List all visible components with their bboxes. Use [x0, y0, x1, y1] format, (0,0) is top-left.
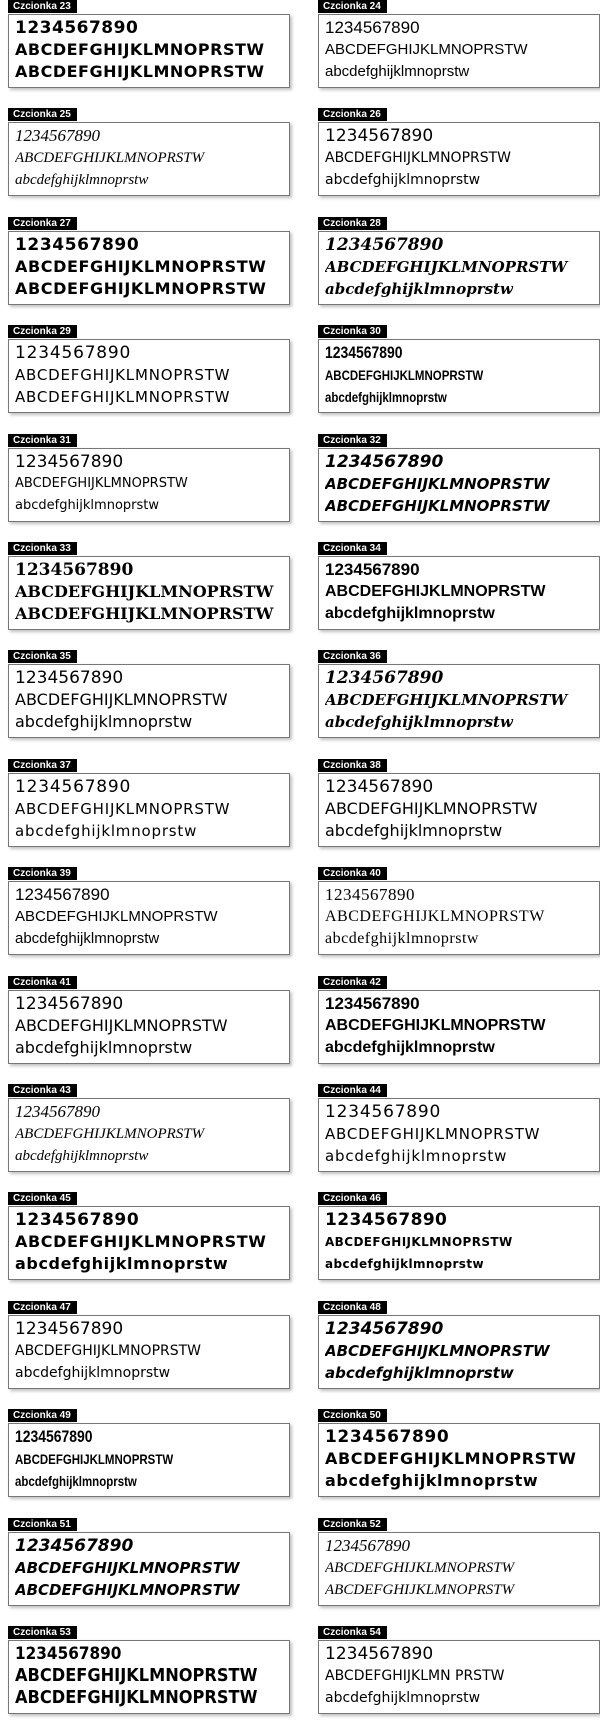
- sample-digits: 1234567890: [325, 1644, 434, 1664]
- font-sample-box: [8, 14, 290, 88]
- sample-digits: 1234567890: [325, 1210, 448, 1230]
- font-label-tag: Czcionka 45: [8, 1192, 77, 1205]
- font-label-tag: Czcionka 27: [8, 217, 77, 230]
- font-sample-card: [8, 325, 290, 421]
- font-sample-box: [8, 231, 290, 305]
- sample-digits: 1234567890: [325, 560, 420, 579]
- sample-digits: 1234567890: [15, 18, 139, 38]
- font-sample-box: [318, 1206, 600, 1280]
- font-label-tag: Czcionka 35: [8, 650, 77, 663]
- sample-line-3: abcdefghijklmnoprstw: [15, 1254, 229, 1273]
- sample-uppercase: ABCDEFGHIJKLMNOPRSTW: [15, 582, 274, 601]
- sample-uppercase: ABCDEFGHIJKLMNOPRSTW: [325, 1235, 513, 1249]
- sample-digits: 1234567890: [15, 668, 124, 688]
- sample-line-3: ABCDEFGHIJKLMNOPRSTW: [325, 497, 550, 515]
- sample-line-3: abcdefghijklmnoprstw: [325, 1257, 484, 1271]
- font-label-tag: Czcionka 52: [318, 1518, 387, 1531]
- font-sample-text: [325, 342, 595, 408]
- sample-line-3: ABCDEFGHIJKLMNOPRSTW: [15, 388, 231, 406]
- font-sample-card: [318, 108, 600, 204]
- font-sample-text: [325, 559, 595, 625]
- font-sample-box: [318, 1098, 600, 1172]
- font-sample-box: [8, 1098, 290, 1172]
- font-sample-box: [8, 1640, 290, 1714]
- font-sample-card: [318, 1409, 600, 1505]
- font-sample-text: [325, 125, 595, 191]
- font-sample-text: [325, 1209, 595, 1275]
- font-sample-box: [8, 1315, 290, 1389]
- sample-line-3: ABCDEFGHIJKLMNOPRSTW: [15, 604, 274, 623]
- sample-digits: 1234567890: [15, 777, 132, 797]
- sample-uppercase: ABCDEFGHIJKLMNOPRSTW: [15, 476, 188, 491]
- font-label-tag: Czcionka 41: [8, 976, 77, 989]
- font-sample-card: [8, 1409, 290, 1505]
- sample-uppercase: ABCDEFGHIJKLMNOPRSTW: [15, 40, 265, 59]
- font-sample-text: [325, 1535, 595, 1601]
- sample-line-3: ABCDEFGHIJKLMNOPRSTW: [15, 1687, 258, 1708]
- font-sample-text: [15, 1101, 285, 1167]
- font-sample-card: [318, 976, 600, 1072]
- font-sample-text: [15, 667, 285, 733]
- font-sample-card: [8, 976, 290, 1072]
- font-sample-text: [15, 993, 285, 1059]
- font-label-tag: Czcionka 23: [8, 0, 77, 13]
- sample-digits: 1234567890: [15, 452, 124, 472]
- font-sample-text: [15, 1643, 285, 1709]
- font-label-tag: Czcionka 39: [8, 867, 77, 880]
- font-sample-card: [8, 1301, 290, 1397]
- sample-digits: 1234567890: [325, 1102, 442, 1122]
- font-label-tag: Czcionka 40: [318, 867, 387, 880]
- sample-digits: 1234567890: [325, 994, 420, 1013]
- sample-digits: 1234567890: [325, 1536, 410, 1555]
- sample-uppercase: ABCDEFGHIJKLMNOPRSTW: [15, 1451, 174, 1467]
- sample-digits: 1234567890: [325, 885, 415, 904]
- font-label-tag: Czcionka 42: [318, 976, 387, 989]
- sample-digits: 1234567890: [15, 1644, 122, 1664]
- font-sample-box: [8, 1206, 290, 1280]
- sample-uppercase: ABCDEFGHIJKLMNOPRSTW: [325, 1017, 546, 1034]
- sample-uppercase: ABCDEFGHIJKLMNOPRSTW: [15, 908, 218, 925]
- sample-uppercase: ABCDEFGHIJKLMNOPRSTW: [325, 1342, 550, 1360]
- font-sample-box: [318, 556, 600, 630]
- font-label-tag: Czcionka 51: [8, 1518, 77, 1531]
- font-label-tag: Czcionka 31: [8, 434, 77, 447]
- font-sample-card: [318, 434, 600, 530]
- font-sample-card: [318, 1084, 600, 1180]
- font-sample-card: [8, 650, 290, 746]
- font-label-tag: Czcionka 24: [318, 0, 387, 13]
- font-sample-box: [318, 1423, 600, 1497]
- font-sample-text: [15, 17, 285, 83]
- font-sample-text: [325, 667, 595, 733]
- sample-line-3: abcdefghijklmnoprstw: [325, 821, 503, 840]
- font-label-tag: Czcionka 43: [8, 1084, 77, 1097]
- font-sample-box: [318, 664, 600, 738]
- sample-uppercase: ABCDEFGHIJKLMN PRSTW: [325, 1668, 505, 1684]
- font-sample-text: [15, 884, 285, 950]
- font-sample-box: [8, 448, 290, 522]
- sample-uppercase: ABCDEFGHIJKLMNOPRSTW: [325, 258, 568, 276]
- font-sample-text: [325, 451, 595, 517]
- sample-uppercase: ABCDEFGHIJKLMNOPRSTW: [325, 691, 568, 709]
- sample-line-3: abcdefghijklmnoprstw: [15, 498, 160, 513]
- font-sample-card: [8, 867, 290, 963]
- font-sample-text: [15, 342, 285, 408]
- sample-digits: 1234567890: [15, 560, 134, 580]
- sample-uppercase: ABCDEFGHIJKLMNOPRSTW: [325, 367, 484, 383]
- sample-digits: 1234567890: [325, 235, 444, 255]
- font-sample-text: [15, 1535, 285, 1601]
- font-sample-box: [8, 1423, 290, 1497]
- font-sample-text: [325, 1101, 595, 1167]
- font-sample-text: [325, 1318, 595, 1384]
- sample-line-3: abcdefghijklmnoprstw: [325, 930, 479, 947]
- sample-uppercase: ABCDEFGHIJKLMNOPRSTW: [15, 1126, 205, 1142]
- sample-digits: 1234567890: [325, 1319, 444, 1339]
- font-sample-card: [318, 867, 600, 963]
- sample-uppercase: ABCDEFGHIJKLMNOPRSTW: [15, 1343, 202, 1359]
- sample-line-3: abcdefghijklmnoprstw: [15, 1148, 149, 1164]
- font-sample-box: [8, 339, 290, 413]
- font-label-tag: Czcionka 32: [318, 434, 387, 447]
- sample-line-3: abcdefghijklmnoprstw: [325, 1364, 514, 1382]
- sample-digits: 1234567890: [15, 343, 132, 363]
- sample-uppercase: ABCDEFGHIJKLMNOPRSTW: [15, 1016, 228, 1035]
- sample-uppercase: ABCDEFGHIJKLMNOPRSTW: [15, 257, 267, 276]
- font-label-tag: Czcionka 44: [318, 1084, 387, 1097]
- font-sample-text: [15, 125, 285, 191]
- sample-digits: 1234567890: [15, 1536, 134, 1556]
- font-sample-card: [8, 542, 290, 638]
- sample-line-3: abcdefghijklmnoprstw: [325, 1471, 539, 1490]
- font-sample-card: [318, 1518, 600, 1614]
- font-sample-text: [15, 451, 285, 517]
- font-label-tag: Czcionka 53: [8, 1626, 77, 1639]
- font-sample-text: [15, 234, 285, 300]
- font-sample-text: [325, 234, 595, 300]
- font-sample-box: [8, 664, 290, 738]
- font-sample-card: [318, 759, 600, 855]
- font-sample-card: [318, 0, 600, 96]
- sample-uppercase: ABCDEFGHIJKLMNOPRSTW: [15, 1665, 258, 1686]
- sample-uppercase: ABCDEFGHIJKLMNOPRSTW: [325, 583, 546, 600]
- sample-line-3: abcdefghijklmnoprstw: [325, 1039, 495, 1056]
- font-sample-box: [8, 1532, 290, 1606]
- sample-line-3: abcdefghijklmnoprstw: [325, 172, 481, 188]
- font-sample-box: [318, 1315, 600, 1389]
- font-label-tag: Czcionka 28: [318, 217, 387, 230]
- font-sample-card: [318, 542, 600, 638]
- sample-line-3: abcdefghijklmnoprstw: [325, 713, 513, 731]
- font-sample-box: [318, 448, 600, 522]
- font-sample-text: [15, 776, 285, 842]
- sample-digits: 1234567890: [325, 18, 420, 37]
- font-sample-text: [15, 559, 285, 625]
- sample-uppercase: ABCDEFGHIJKLMNOPRSTW: [325, 799, 538, 818]
- font-sample-box: [8, 990, 290, 1064]
- font-sample-card: [318, 1192, 600, 1288]
- font-sample-box: [318, 1532, 600, 1606]
- font-sample-card: [8, 217, 290, 313]
- sample-uppercase: ABCDEFGHIJKLMNOPRSTW: [325, 1125, 541, 1143]
- font-label-tag: Czcionka 38: [318, 759, 387, 772]
- sample-line-3: abcdefghijklmnoprstw: [15, 1365, 171, 1381]
- sample-line-3: abcdefghijklmnoprstw: [325, 389, 447, 405]
- font-label-tag: Czcionka 54: [318, 1626, 387, 1639]
- font-sample-box: [318, 231, 600, 305]
- font-sample-card: [8, 759, 290, 855]
- sample-line-3: abcdefghijklmnoprstw: [15, 822, 198, 840]
- sample-digits: 1234567890: [325, 452, 444, 472]
- font-label-tag: Czcionka 49: [8, 1409, 77, 1422]
- font-sample-box: [318, 773, 600, 847]
- font-label-tag: Czcionka 37: [8, 759, 77, 772]
- sample-line-3: abcdefghijklmnoprstw: [15, 712, 193, 731]
- sample-digits: 1234567890: [15, 1319, 124, 1339]
- font-sample-text: [325, 884, 595, 950]
- sample-line-3: abcdefghijklmnoprstw: [325, 63, 470, 80]
- sample-digits: 1234567890: [15, 235, 140, 255]
- font-sample-card: [8, 1626, 290, 1722]
- sample-uppercase: ABCDEFGHIJKLMNOPRSTW: [325, 908, 545, 925]
- font-sample-card: [318, 217, 600, 313]
- font-label-tag: Czcionka 26: [318, 108, 387, 121]
- font-sample-card: [8, 1192, 290, 1288]
- font-sample-card: [8, 108, 290, 204]
- font-sample-card: [8, 1084, 290, 1180]
- sample-line-3: abcdefghijklmnoprstw: [325, 1147, 508, 1165]
- font-sample-card: [318, 325, 600, 421]
- font-label-tag: Czcionka 36: [318, 650, 387, 663]
- sample-digits: 1234567890: [15, 1102, 100, 1121]
- font-sample-text: [15, 1209, 285, 1275]
- sample-line-3: ABCDEFGHIJKLMNOPRSTW: [15, 279, 267, 298]
- font-sample-card: [318, 650, 600, 746]
- font-sample-card: [8, 1518, 290, 1614]
- sample-digits: 1234567890: [15, 126, 100, 145]
- font-sample-box: [8, 122, 290, 196]
- sample-uppercase: ABCDEFGHIJKLMNOPRSTW: [325, 150, 512, 166]
- font-sample-text: [325, 1426, 595, 1492]
- sample-digits: 1234567890: [325, 668, 444, 688]
- font-label-tag: Czcionka 33: [8, 542, 77, 555]
- sample-uppercase: ABCDEFGHIJKLMNOPRSTW: [15, 366, 231, 384]
- sample-digits: 1234567890: [15, 994, 124, 1014]
- sample-line-3: abcdefghijklmnoprstw: [15, 172, 149, 188]
- sample-uppercase: ABCDEFGHIJKLMNOPRSTW: [15, 1232, 267, 1251]
- sample-line-3: abcdefghijklmnoprstw: [15, 1038, 193, 1057]
- font-sample-box: [318, 14, 600, 88]
- font-label-tag: Czcionka 29: [8, 325, 77, 338]
- font-label-tag: Czcionka 30: [318, 325, 387, 338]
- sample-line-3: abcdefghijklmnoprstw: [325, 605, 495, 622]
- font-sample-box: [318, 881, 600, 955]
- sample-digits: 1234567890: [15, 1210, 140, 1230]
- font-sample-card: [318, 1626, 600, 1722]
- font-label-tag: Czcionka 46: [318, 1192, 387, 1205]
- sample-digits: 1234567890: [325, 1427, 450, 1447]
- sample-line-3: abcdefghijklmnoprstw: [325, 280, 513, 298]
- font-label-tag: Czcionka 48: [318, 1301, 387, 1314]
- font-sample-box: [318, 1640, 600, 1714]
- font-sample-box: [318, 990, 600, 1064]
- font-sample-text: [325, 1643, 595, 1709]
- sample-digits: 1234567890: [325, 777, 434, 797]
- font-sample-card: [318, 1301, 600, 1397]
- sample-uppercase: ABCDEFGHIJKLMNOPRSTW: [325, 475, 550, 493]
- sample-line-3: abcdefghijklmnoprstw: [15, 930, 160, 947]
- font-sample-box: [8, 881, 290, 955]
- font-sample-box: [8, 556, 290, 630]
- font-sample-text: [15, 1426, 285, 1492]
- font-sample-text: [15, 1318, 285, 1384]
- sample-digits: 1234567890: [325, 126, 434, 146]
- sample-uppercase: ABCDEFGHIJKLMNOPRSTW: [325, 41, 528, 58]
- sample-uppercase: ABCDEFGHIJKLMNOPRSTW: [325, 1560, 515, 1576]
- font-sample-card: [8, 0, 290, 96]
- sample-digits: 1234567890: [15, 885, 110, 904]
- sample-uppercase: ABCDEFGHIJKLMNOPRSTW: [325, 1449, 577, 1468]
- sample-line-3: abcdefghijklmnoprstw: [325, 1690, 481, 1706]
- sample-line-3: ABCDEFGHIJKLMNOPRSTW: [15, 1581, 240, 1599]
- font-sample-box: [318, 339, 600, 413]
- font-sample-text: [325, 17, 595, 83]
- font-sample-box: [318, 122, 600, 196]
- font-sample-text: [325, 993, 595, 1059]
- sample-uppercase: ABCDEFGHIJKLMNOPRSTW: [15, 150, 205, 166]
- sample-uppercase: ABCDEFGHIJKLMNOPRSTW: [15, 690, 228, 709]
- sample-uppercase: ABCDEFGHIJKLMNOPRSTW: [15, 800, 231, 818]
- sample-line-3: ABCDEFGHIJKLMNOPRSTW: [325, 1582, 515, 1598]
- font-label-tag: Czcionka 34: [318, 542, 387, 555]
- font-label-tag: Czcionka 25: [8, 108, 77, 121]
- sample-uppercase: ABCDEFGHIJKLMNOPRSTW: [15, 1559, 240, 1577]
- sample-digits: 1234567890: [15, 1427, 93, 1446]
- font-sample-card: [8, 434, 290, 530]
- sample-line-3: abcdefghijklmnoprstw: [15, 1473, 137, 1489]
- sample-digits: 1234567890: [325, 343, 403, 362]
- font-sample-box: [8, 773, 290, 847]
- font-sample-text: [325, 776, 595, 842]
- font-label-tag: Czcionka 47: [8, 1301, 77, 1314]
- sample-line-3: ABCDEFGHIJKLMNOPRSTW: [15, 62, 265, 81]
- font-label-tag: Czcionka 50: [318, 1409, 387, 1422]
